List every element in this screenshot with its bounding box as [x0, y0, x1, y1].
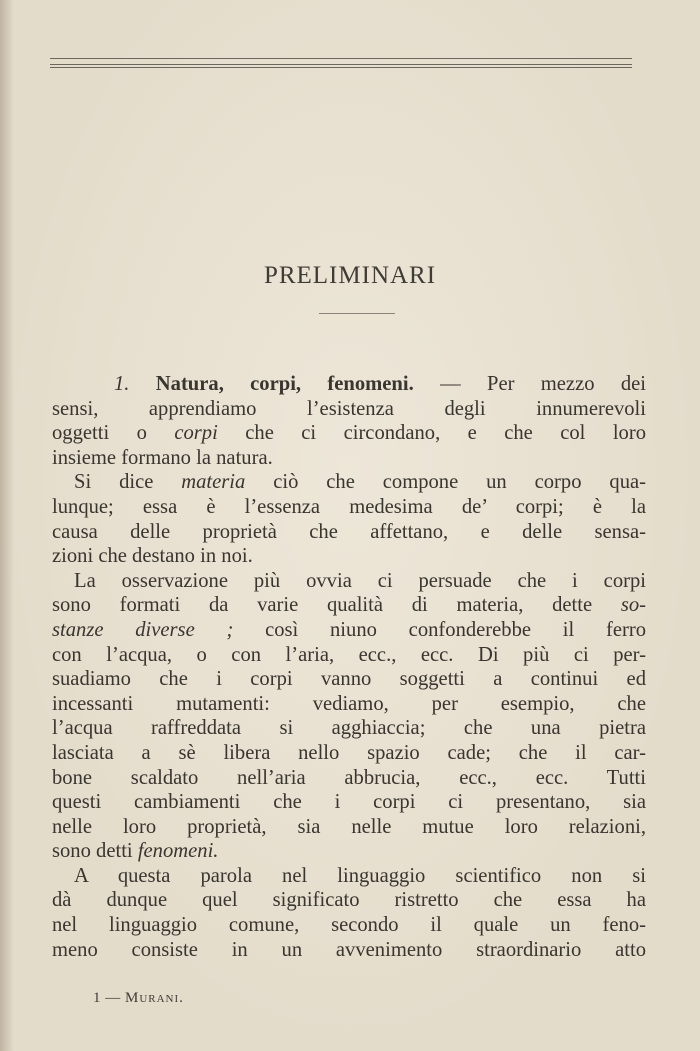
text-line: sensi, apprendiamo l’esistenza degli innumerevoli: [52, 397, 646, 420]
text-line: [52, 372, 646, 397]
text-line: incessanti mutamenti: vediamo, per esempio, che: [52, 692, 646, 715]
text-line: insieme formano la natura.: [52, 446, 273, 469]
page-gutter-shadow: [0, 0, 14, 1051]
emphasis-term: so-: [620, 594, 646, 617]
section-number: 1.: [114, 373, 130, 395]
text-line: A questa parola nel linguaggio scientifico non si: [74, 864, 646, 887]
heading-divider: [319, 313, 395, 314]
text-line: con l’acqua, o con l’aria, ecc., ecc. Di più ci per-: [52, 643, 646, 666]
text-line: nelle loro proprietà, sia nelle mutue loro relazioni,: [52, 815, 646, 838]
body-text: [52, 372, 646, 962]
text-line: suadiamo che i corpi vanno soggetti a continui ed: [52, 668, 646, 691]
text-line: [52, 618, 646, 643]
emphasis-term: materia: [181, 471, 246, 494]
chapter-heading: PRELIMINARI: [263, 262, 437, 289]
text-line: [52, 593, 646, 618]
text-fragment: così niuno confonderebbe il ferro: [233, 618, 646, 641]
emphasis-term: stanze diverse ;: [52, 618, 234, 641]
text-line: causa delle proprietà che affettano, e delle sensa-: [52, 520, 646, 543]
text-line: [52, 421, 646, 446]
text-line: nel linguaggio comune, secondo il quale un feno-: [52, 914, 646, 937]
page-signature: [93, 990, 184, 1007]
text-line: questi cambiamenti che i corpi ci presentano, sia: [52, 791, 646, 814]
text-line: lasciata a sè libera nello spazio cade; che il car-: [52, 741, 646, 764]
text-line: bone scaldato nell’aria abbrucia, ecc., ecc. Tutti: [52, 766, 646, 789]
author-name: Murani.: [125, 990, 184, 1006]
emphasis-term: corpi: [174, 422, 218, 445]
text-fragment: Si dice: [74, 471, 182, 494]
section-title: Natura, corpi, fenomeni.: [155, 373, 414, 395]
text-fragment: ciò che compone un corpo qua-: [245, 471, 646, 494]
text-line: [52, 470, 646, 495]
text-fragment: oggetti o: [52, 422, 175, 445]
text-fragment: sono detti: [52, 840, 138, 863]
text-line: lunque; essa è l’essenza medesima de’ corpi; è la: [52, 495, 646, 518]
text-fragment: sono formati da varie qualità di materia, dette: [52, 594, 621, 617]
signature-mark: 1 —: [93, 990, 125, 1006]
text-line: meno consiste in un avvenimento straordinario atto: [52, 938, 646, 961]
header-rule: [50, 64, 632, 65]
text-line: dà dunque quel significato ristretto che essa ha: [52, 889, 646, 912]
text-fragment: — Per mezzo dei: [413, 373, 646, 395]
text-line: La osservazione più ovvia ci persuade che i corpi: [74, 569, 646, 592]
text-fragment: che ci circondano, e che col loro: [217, 422, 646, 445]
header-rule: [50, 58, 632, 59]
text-line: [52, 839, 646, 864]
header-rule: [50, 67, 632, 68]
emphasis-term: fenomeni.: [137, 840, 219, 863]
text-line: l’acqua raffreddata si agghiaccia; che una pietra: [52, 717, 646, 740]
text-line: zioni che destano in noi.: [52, 545, 253, 568]
